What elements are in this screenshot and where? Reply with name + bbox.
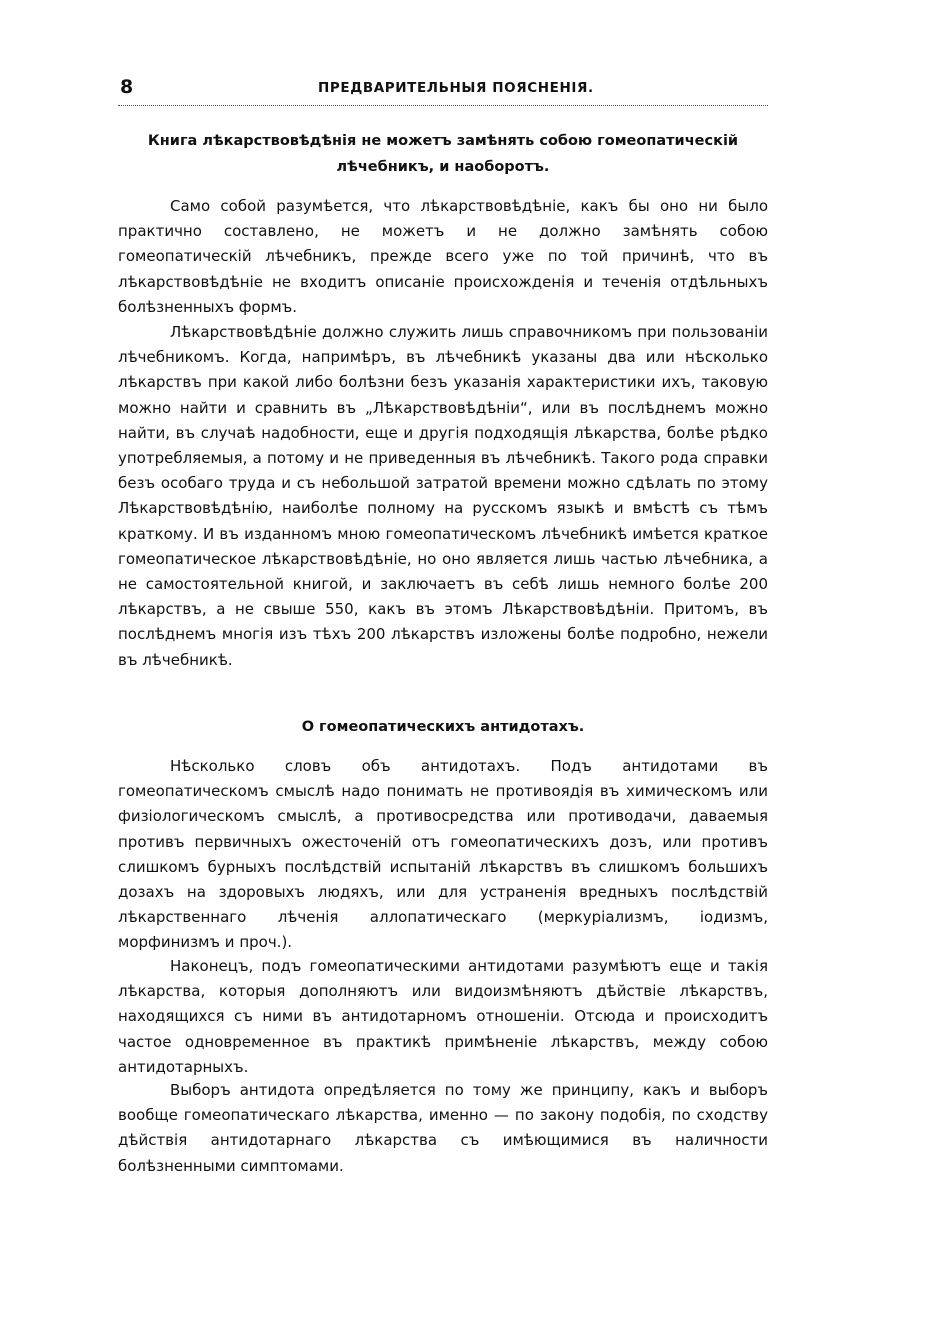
paragraph-2: Лѣкарствовѣдѣніе должно служить лишь справочникомъ при пользованіи лѣчебникомъ. Когда, напримѣръ, въ лѣчебникѣ указаны два или нѣсколько лѣкарствъ при какой либо болѣзни безъ указанія характеристики ихъ, таковую можно найти и сравнить въ „Лѣкарствовѣдѣніи“, или въ послѣднемъ можно найти, въ случаѣ надобности, еще и другія подходящія лѣкарства, болѣе рѣдко употребляемыя, а потому и не приведенныя въ лѣчебникѣ. Такого рода справки безъ особаго труда и съ небольшой затратой времени можно сдѣлать по этому Лѣкарствовѣдѣнію, наиболѣе полному на русскомъ языкѣ и вмѣстѣ съ тѣмъ краткому. И въ изданномъ мною гомеопатическомъ лѣчебникѣ имѣется краткое гомеопатическое лѣкарствовѣдѣніе, но оно является лишь частью лѣчебника, а не самостоятельной книгой, и заключаетъ въ себѣ лишь немного болѣе 200 лѣкарствъ, а не свыше 550, какъ въ этомъ Лѣкарствовѣдѣніи. Притомъ, въ послѣднемъ многія изъ тѣхъ 200 лѣкарствъ изложены болѣе подробно, нежели въ лѣчебникѣ. [118,323,768,669]
section-heading-materia-medica: Книга лѣкарствовѣдѣнія не можетъ замѣнять собою гомеопатическій лѣчебникъ, и наоборотъ. [147,133,739,175]
paragraph-1: Само собой разумѣется, что лѣкарствовѣдѣніе, какъ бы оно ни было практично составлено, не можетъ и не должно замѣнять собою гомеопатическій лѣчебникъ, прежде всего уже по той причинѣ, что въ лѣкарствовѣдѣніе не входитъ описаніе происхожденія и теченія отдѣльныхъ болѣзненныхъ формъ. [118,197,768,316]
paragraph-3: Нѣсколько словъ объ антидотахъ. Подъ антидотами въ гомеопатическомъ смыслѣ надо понимать не противоядія въ химическомъ или физіологическомъ смыслѣ, а противосредства или противодачи, даваемыя противъ первичныхъ ожесточеній отъ гомеопатическихъ дозъ, или противъ слишкомъ бурныхъ послѣдствій испытаній лѣкарствъ въ слишкомъ большихъ дозахъ на здоровыхъ людяхъ, или для устраненія вредныхъ послѣдствій лѣкарственнаго лѣченія аллопатическаго (меркуріализмъ, іодизмъ, морфинизмъ и проч.). [118,757,768,952]
running-title: ПРЕДВАРИТЕЛЬНЫЯ ПОЯСНЕНІЯ. [318,80,594,96]
section-heading-antidotes: О гомеопатическихъ антидотахъ. [301,719,585,735]
header-divider [118,105,768,106]
page-number: 8 [120,76,134,98]
paragraph-5: Выборъ антидота опредѣляется по тому же принципу, какъ и выборъ вообще гомеопатическаго лѣкарства, именно — по закону подобія, по сходству дѣйствія антидотарнаго лѣкарства съ имѣющимися въ наличности болѣзненными симптомами. [118,1081,768,1175]
paragraph-4: Наконецъ, подъ гомеопатическими антидотами разумѣютъ еще и такія лѣкарства, которыя дополняютъ или видоизмѣняютъ дѣйствіе лѣкарствъ, находящихся съ ними въ антидотарномъ отношеніи. Отсюда и происходитъ частое одновременное въ практикѣ примѣненіе лѣкарствъ, между собою антидотарныхъ. [118,957,768,1076]
